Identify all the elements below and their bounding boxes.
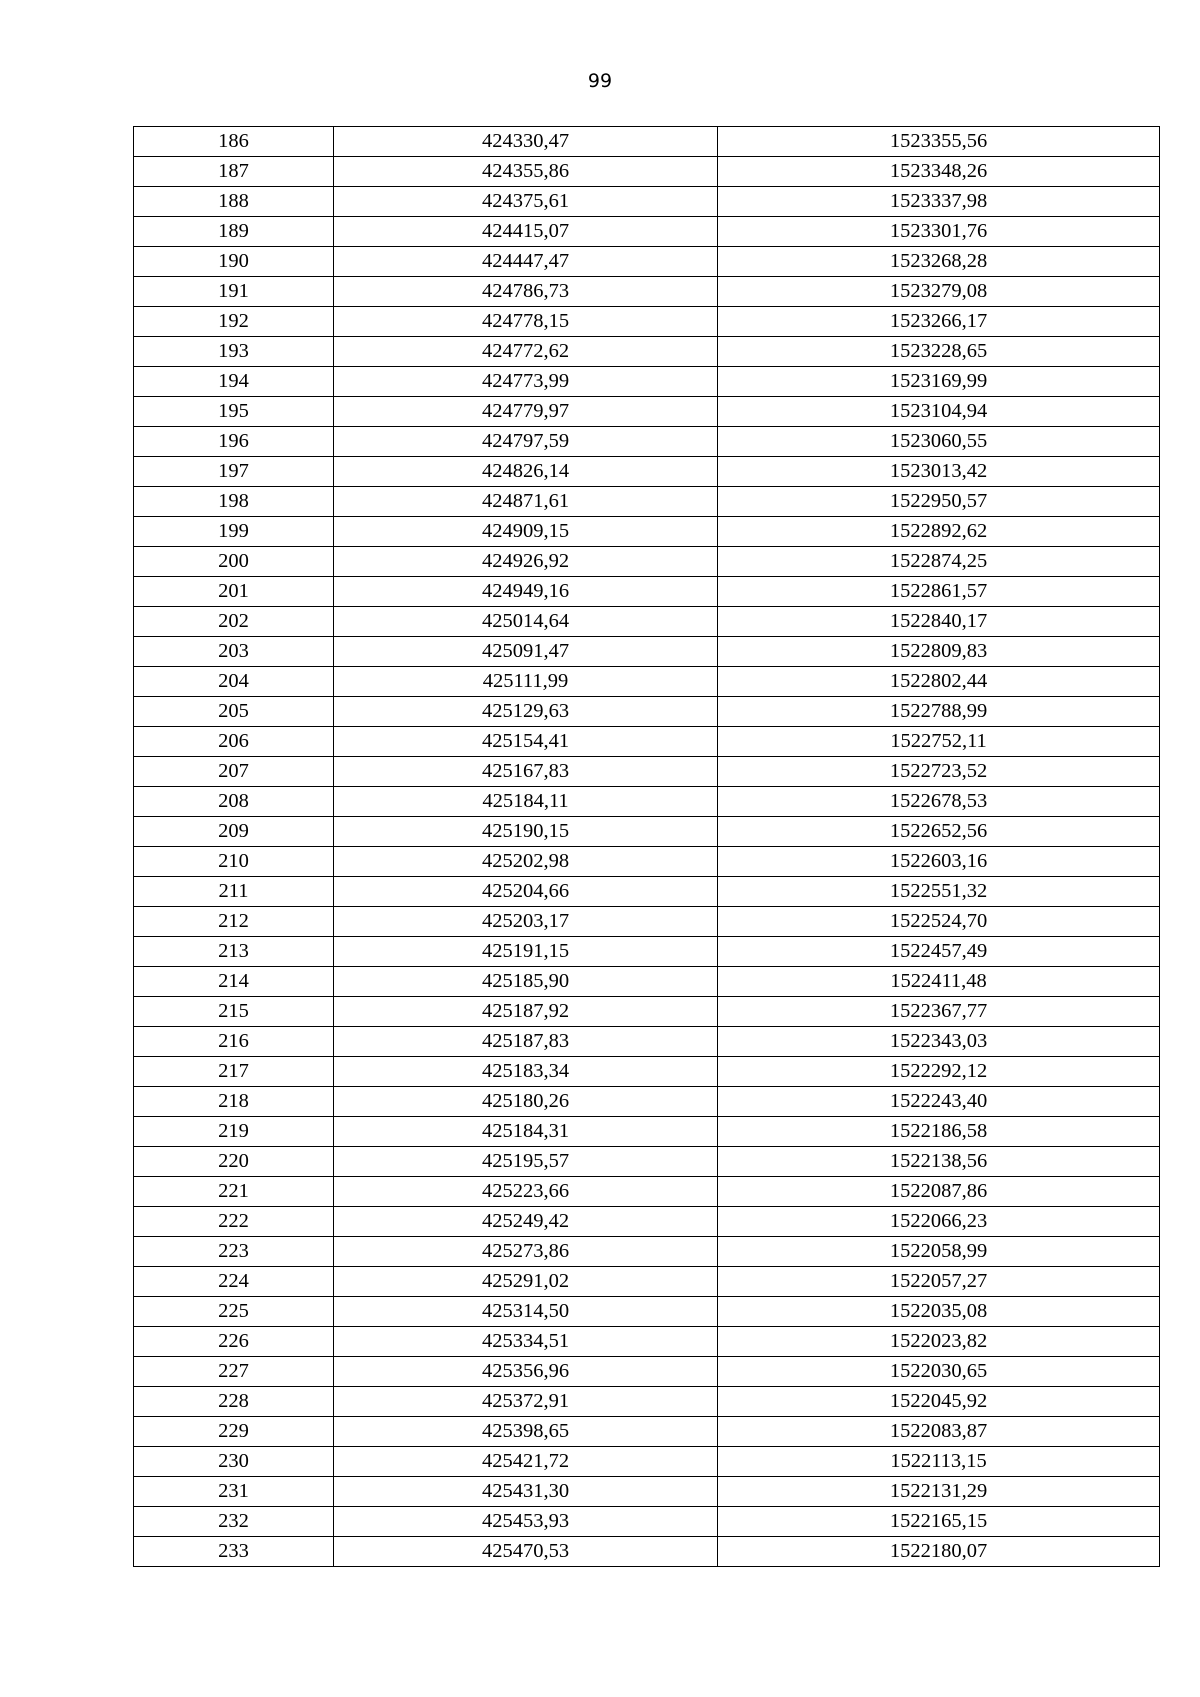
y-coordinate-cell: 1522367,77 xyxy=(718,997,1160,1027)
x-coordinate-cell: 425014,64 xyxy=(334,607,718,637)
page-number: 99 xyxy=(587,70,613,92)
x-coordinate-cell: 424415,07 xyxy=(334,217,718,247)
point-number-cell: 193 xyxy=(134,337,334,367)
table-row xyxy=(134,1537,1160,1567)
y-coordinate-cell: 1523266,17 xyxy=(718,307,1160,337)
table-row xyxy=(134,307,1160,337)
table-row xyxy=(134,157,1160,187)
y-coordinate-cell: 1522023,82 xyxy=(718,1327,1160,1357)
x-coordinate-cell: 425203,17 xyxy=(334,907,718,937)
y-coordinate-cell: 1522809,83 xyxy=(718,637,1160,667)
x-coordinate-cell: 425129,63 xyxy=(334,697,718,727)
y-coordinate-cell: 1522180,07 xyxy=(718,1537,1160,1567)
x-coordinate-cell: 425204,66 xyxy=(334,877,718,907)
point-number-cell: 229 xyxy=(134,1417,334,1447)
point-number-cell: 197 xyxy=(134,457,334,487)
x-coordinate-cell: 424926,92 xyxy=(334,547,718,577)
y-coordinate-cell: 1522950,57 xyxy=(718,487,1160,517)
y-coordinate-cell: 1522457,49 xyxy=(718,937,1160,967)
y-coordinate-cell: 1522788,99 xyxy=(718,697,1160,727)
point-number-cell: 231 xyxy=(134,1477,334,1507)
point-number-cell: 192 xyxy=(134,307,334,337)
table-row xyxy=(134,1357,1160,1387)
x-coordinate-cell: 424779,97 xyxy=(334,397,718,427)
point-number-cell: 216 xyxy=(134,1027,334,1057)
table-row xyxy=(134,907,1160,937)
y-coordinate-cell: 1522186,58 xyxy=(718,1117,1160,1147)
point-number-cell: 209 xyxy=(134,817,334,847)
x-coordinate-cell: 425372,91 xyxy=(334,1387,718,1417)
table-row xyxy=(134,1117,1160,1147)
table-row xyxy=(134,277,1160,307)
table-row xyxy=(134,1297,1160,1327)
point-number-cell: 199 xyxy=(134,517,334,547)
table-row xyxy=(134,127,1160,157)
y-coordinate-cell: 1523301,76 xyxy=(718,217,1160,247)
x-coordinate-cell: 425195,57 xyxy=(334,1147,718,1177)
point-number-cell: 202 xyxy=(134,607,334,637)
point-number-cell: 225 xyxy=(134,1297,334,1327)
point-number-cell: 213 xyxy=(134,937,334,967)
y-coordinate-cell: 1522138,56 xyxy=(718,1147,1160,1177)
x-coordinate-cell: 425185,90 xyxy=(334,967,718,997)
x-coordinate-cell: 425191,15 xyxy=(334,937,718,967)
y-coordinate-cell: 1522030,65 xyxy=(718,1357,1160,1387)
y-coordinate-cell: 1522524,70 xyxy=(718,907,1160,937)
y-coordinate-cell: 1522603,16 xyxy=(718,847,1160,877)
table-row xyxy=(134,487,1160,517)
point-number-cell: 186 xyxy=(134,127,334,157)
point-number-cell: 219 xyxy=(134,1117,334,1147)
table-row xyxy=(134,667,1160,697)
point-number-cell: 191 xyxy=(134,277,334,307)
x-coordinate-cell: 425154,41 xyxy=(334,727,718,757)
x-coordinate-cell: 425421,72 xyxy=(334,1447,718,1477)
table-row xyxy=(134,547,1160,577)
y-coordinate-cell: 1522066,23 xyxy=(718,1207,1160,1237)
x-coordinate-cell: 425470,53 xyxy=(334,1537,718,1567)
x-coordinate-cell: 424778,15 xyxy=(334,307,718,337)
x-coordinate-cell: 425111,99 xyxy=(334,667,718,697)
x-coordinate-cell: 424447,47 xyxy=(334,247,718,277)
x-coordinate-cell: 424949,16 xyxy=(334,577,718,607)
y-coordinate-cell: 1522874,25 xyxy=(718,547,1160,577)
x-coordinate-cell: 425223,66 xyxy=(334,1177,718,1207)
x-coordinate-cell: 425091,47 xyxy=(334,637,718,667)
y-coordinate-cell: 1522861,57 xyxy=(718,577,1160,607)
point-number-cell: 210 xyxy=(134,847,334,877)
x-coordinate-cell: 424871,61 xyxy=(334,487,718,517)
point-number-cell: 200 xyxy=(134,547,334,577)
y-coordinate-cell: 1522411,48 xyxy=(718,967,1160,997)
y-coordinate-cell: 1522752,11 xyxy=(718,727,1160,757)
y-coordinate-cell: 1522087,86 xyxy=(718,1177,1160,1207)
y-coordinate-cell: 1522678,53 xyxy=(718,787,1160,817)
table-row xyxy=(134,997,1160,1027)
point-number-cell: 230 xyxy=(134,1447,334,1477)
point-number-cell: 187 xyxy=(134,157,334,187)
point-number-cell: 198 xyxy=(134,487,334,517)
y-coordinate-cell: 1522165,15 xyxy=(718,1507,1160,1537)
x-coordinate-cell: 425398,65 xyxy=(334,1417,718,1447)
y-coordinate-cell: 1522343,03 xyxy=(718,1027,1160,1057)
table-row xyxy=(134,637,1160,667)
coordinates-table xyxy=(133,126,1160,1567)
y-coordinate-cell: 1522723,52 xyxy=(718,757,1160,787)
point-number-cell: 233 xyxy=(134,1537,334,1567)
x-coordinate-cell: 425453,93 xyxy=(334,1507,718,1537)
coordinates-table-body xyxy=(134,127,1160,1567)
point-number-cell: 220 xyxy=(134,1147,334,1177)
table-row xyxy=(134,1327,1160,1357)
x-coordinate-cell: 425167,83 xyxy=(334,757,718,787)
y-coordinate-cell: 1523348,26 xyxy=(718,157,1160,187)
point-number-cell: 218 xyxy=(134,1087,334,1117)
point-number-cell: 214 xyxy=(134,967,334,997)
y-coordinate-cell: 1522551,32 xyxy=(718,877,1160,907)
point-number-cell: 205 xyxy=(134,697,334,727)
x-coordinate-cell: 425190,15 xyxy=(334,817,718,847)
x-coordinate-cell: 425187,92 xyxy=(334,997,718,1027)
table-row xyxy=(134,817,1160,847)
table-row xyxy=(134,937,1160,967)
table-row xyxy=(134,427,1160,457)
point-number-cell: 201 xyxy=(134,577,334,607)
y-coordinate-cell: 1522058,99 xyxy=(718,1237,1160,1267)
y-coordinate-cell: 1523355,56 xyxy=(718,127,1160,157)
point-number-cell: 221 xyxy=(134,1177,334,1207)
y-coordinate-cell: 1522892,62 xyxy=(718,517,1160,547)
y-coordinate-cell: 1523104,94 xyxy=(718,397,1160,427)
x-coordinate-cell: 425431,30 xyxy=(334,1477,718,1507)
x-coordinate-cell: 425249,42 xyxy=(334,1207,718,1237)
table-row xyxy=(134,247,1160,277)
point-number-cell: 204 xyxy=(134,667,334,697)
table-row xyxy=(134,1417,1160,1447)
table-row xyxy=(134,1207,1160,1237)
x-coordinate-cell: 425183,34 xyxy=(334,1057,718,1087)
point-number-cell: 211 xyxy=(134,877,334,907)
y-coordinate-cell: 1522802,44 xyxy=(718,667,1160,697)
x-coordinate-cell: 425184,11 xyxy=(334,787,718,817)
y-coordinate-cell: 1523268,28 xyxy=(718,247,1160,277)
point-number-cell: 206 xyxy=(134,727,334,757)
table-row xyxy=(134,1267,1160,1297)
table-row xyxy=(134,337,1160,367)
y-coordinate-cell: 1523279,08 xyxy=(718,277,1160,307)
table-row xyxy=(134,787,1160,817)
point-number-cell: 189 xyxy=(134,217,334,247)
table-row xyxy=(134,187,1160,217)
table-row xyxy=(134,1177,1160,1207)
y-coordinate-cell: 1523337,98 xyxy=(718,187,1160,217)
x-coordinate-cell: 425334,51 xyxy=(334,1327,718,1357)
table-row xyxy=(134,1057,1160,1087)
point-number-cell: 223 xyxy=(134,1237,334,1267)
table-row xyxy=(134,1507,1160,1537)
table-row xyxy=(134,877,1160,907)
y-coordinate-cell: 1522035,08 xyxy=(718,1297,1160,1327)
x-coordinate-cell: 425180,26 xyxy=(334,1087,718,1117)
point-number-cell: 217 xyxy=(134,1057,334,1087)
x-coordinate-cell: 424773,99 xyxy=(334,367,718,397)
y-coordinate-cell: 1523169,99 xyxy=(718,367,1160,397)
x-coordinate-cell: 425184,31 xyxy=(334,1117,718,1147)
point-number-cell: 215 xyxy=(134,997,334,1027)
point-number-cell: 227 xyxy=(134,1357,334,1387)
table-row xyxy=(134,397,1160,427)
y-coordinate-cell: 1523060,55 xyxy=(718,427,1160,457)
y-coordinate-cell: 1522243,40 xyxy=(718,1087,1160,1117)
point-number-cell: 222 xyxy=(134,1207,334,1237)
table-row xyxy=(134,847,1160,877)
x-coordinate-cell: 425291,02 xyxy=(334,1267,718,1297)
x-coordinate-cell: 424826,14 xyxy=(334,457,718,487)
point-number-cell: 203 xyxy=(134,637,334,667)
point-number-cell: 207 xyxy=(134,757,334,787)
x-coordinate-cell: 425202,98 xyxy=(334,847,718,877)
point-number-cell: 228 xyxy=(134,1387,334,1417)
point-number-cell: 208 xyxy=(134,787,334,817)
point-number-cell: 190 xyxy=(134,247,334,277)
y-coordinate-cell: 1522057,27 xyxy=(718,1267,1160,1297)
table-row xyxy=(134,1237,1160,1267)
table-row xyxy=(134,517,1160,547)
table-row xyxy=(134,727,1160,757)
table-row xyxy=(134,457,1160,487)
table-row xyxy=(134,1027,1160,1057)
y-coordinate-cell: 1522083,87 xyxy=(718,1417,1160,1447)
table-row xyxy=(134,697,1160,727)
y-coordinate-cell: 1522840,17 xyxy=(718,607,1160,637)
point-number-cell: 196 xyxy=(134,427,334,457)
y-coordinate-cell: 1522045,92 xyxy=(718,1387,1160,1417)
y-coordinate-cell: 1522292,12 xyxy=(718,1057,1160,1087)
x-coordinate-cell: 424909,15 xyxy=(334,517,718,547)
point-number-cell: 212 xyxy=(134,907,334,937)
point-number-cell: 224 xyxy=(134,1267,334,1297)
x-coordinate-cell: 425314,50 xyxy=(334,1297,718,1327)
point-number-cell: 188 xyxy=(134,187,334,217)
x-coordinate-cell: 424330,47 xyxy=(334,127,718,157)
y-coordinate-cell: 1522131,29 xyxy=(718,1477,1160,1507)
table-row xyxy=(134,1477,1160,1507)
table-row xyxy=(134,1387,1160,1417)
x-coordinate-cell: 425273,86 xyxy=(334,1237,718,1267)
table-row xyxy=(134,757,1160,787)
x-coordinate-cell: 424355,86 xyxy=(334,157,718,187)
y-coordinate-cell: 1523013,42 xyxy=(718,457,1160,487)
point-number-cell: 195 xyxy=(134,397,334,427)
table-row xyxy=(134,217,1160,247)
x-coordinate-cell: 424375,61 xyxy=(334,187,718,217)
table-row xyxy=(134,1087,1160,1117)
y-coordinate-cell: 1522652,56 xyxy=(718,817,1160,847)
point-number-cell: 232 xyxy=(134,1507,334,1537)
x-coordinate-cell: 425187,83 xyxy=(334,1027,718,1057)
y-coordinate-cell: 1522113,15 xyxy=(718,1447,1160,1477)
point-number-cell: 226 xyxy=(134,1327,334,1357)
table-row xyxy=(134,1147,1160,1177)
x-coordinate-cell: 424772,62 xyxy=(334,337,718,367)
x-coordinate-cell: 424786,73 xyxy=(334,277,718,307)
table-row xyxy=(134,367,1160,397)
y-coordinate-cell: 1523228,65 xyxy=(718,337,1160,367)
table-row xyxy=(134,967,1160,997)
table-row xyxy=(134,607,1160,637)
table-row xyxy=(134,577,1160,607)
x-coordinate-cell: 424797,59 xyxy=(334,427,718,457)
table-row xyxy=(134,1447,1160,1477)
point-number-cell: 194 xyxy=(134,367,334,397)
x-coordinate-cell: 425356,96 xyxy=(334,1357,718,1387)
